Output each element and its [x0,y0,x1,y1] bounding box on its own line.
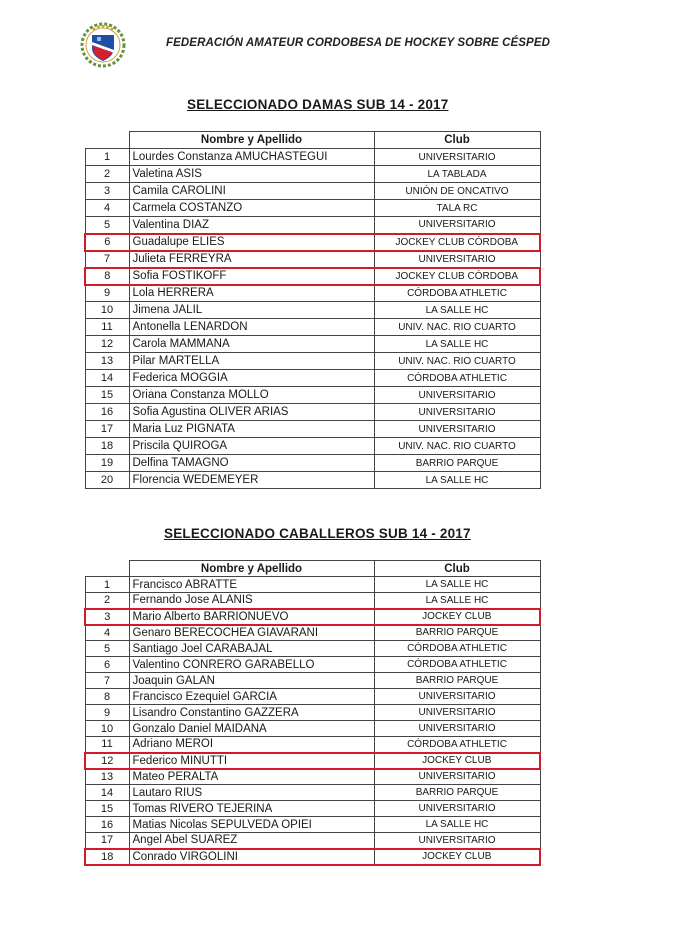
player-club: JOCKEY CLUB [374,849,540,865]
player-club: BARRIO PARQUE [374,625,540,641]
player-number: 15 [85,801,129,817]
player-row [85,705,540,721]
player-name: Lola HERRERA [129,285,374,302]
player-club: JOCKEY CLUB [374,609,540,625]
player-club: CÓRDOBA ATHLETIC [374,285,540,302]
number-column-header [85,561,129,577]
player-club: BARRIO PARQUE [374,785,540,801]
player-club: UNIÓN DE ONCATIVO [374,183,540,200]
player-name: Guadalupe ELIES [129,234,374,251]
player-name: Joaquin GALAN [129,673,374,689]
player-name: Genaro BERECOCHEA GIAVARANI [129,625,374,641]
player-row [85,404,540,421]
player-number: 4 [85,625,129,641]
player-number: 15 [85,387,129,404]
player-number: 13 [85,353,129,370]
player-row [85,370,540,387]
player-club: UNIVERSITARIO [374,689,540,705]
player-number: 8 [85,689,129,705]
highlighted-player-row [85,268,540,285]
player-number: 1 [85,149,129,166]
player-number: 16 [85,404,129,421]
player-club: UNIVERSITARIO [374,217,540,234]
player-number: 8 [85,268,129,285]
table-header-row [85,561,540,577]
player-name: Maria Luz PIGNATA [129,421,374,438]
name-column-header: Nombre y Apellido [129,561,374,577]
player-row [85,421,540,438]
player-club: UNIVERSITARIO [374,404,540,421]
player-number: 3 [85,183,129,200]
player-number: 13 [85,769,129,785]
player-name: Adriano MEROI [129,737,374,753]
caballeros-roster-table [84,560,541,866]
player-name: Valentino CONRERO GARABELLO [129,657,374,673]
player-name: Federico MINUTTI [129,753,374,769]
player-row [85,625,540,641]
player-number: 11 [85,737,129,753]
player-club: JOCKEY CLUB CÓRDOBA [374,234,540,251]
player-row [85,737,540,753]
player-name: Fernando Jose ALANIS [129,593,374,609]
player-name: Mateo PERALTA [129,769,374,785]
player-number: 17 [85,421,129,438]
player-number: 10 [85,721,129,737]
player-number: 14 [85,370,129,387]
player-row [85,689,540,705]
caballeros-section-title: SELECCIONADO CABALLEROS SUB 14 - 2017 [164,526,471,541]
player-name: Francisco ABRATTE [129,577,374,593]
player-name: Julieta FERREYRA [129,251,374,268]
player-club: LA SALLE HC [374,817,540,833]
org-title: FEDERACIÓN AMATEUR CORDOBESA DE HOCKEY SOBRE CÉSPED [166,37,550,49]
player-name: Tomas RIVERO TEJERINA [129,801,374,817]
player-number: 6 [85,234,129,251]
player-number: 3 [85,609,129,625]
player-club: CÓRDOBA ATHLETIC [374,657,540,673]
player-name: Priscila QUIROGA [129,438,374,455]
player-club: UNIVERSITARIO [374,251,540,268]
player-club: UNIV. NAC. RIO CUARTO [374,319,540,336]
player-row [85,166,540,183]
player-row [85,251,540,268]
player-number: 7 [85,251,129,268]
player-row [85,593,540,609]
player-club: BARRIO PARQUE [374,455,540,472]
player-club: UNIVERSITARIO [374,149,540,166]
player-number: 1 [85,577,129,593]
player-row [85,657,540,673]
federation-logo [80,22,126,68]
player-name: Carmela COSTANZO [129,200,374,217]
damas-roster-table [84,131,541,489]
player-number: 5 [85,641,129,657]
player-row [85,455,540,472]
player-row [85,302,540,319]
player-row [85,472,540,489]
table-header-row [85,132,540,149]
player-number: 18 [85,849,129,865]
player-name: Delfina TAMAGNO [129,455,374,472]
player-name: Pilar MARTELLA [129,353,374,370]
player-row [85,817,540,833]
player-number: 6 [85,657,129,673]
player-row [85,217,540,234]
player-number: 17 [85,833,129,849]
highlighted-player-row [85,753,540,769]
player-name: Angel Abel SUAREZ [129,833,374,849]
player-row [85,673,540,689]
player-row [85,319,540,336]
player-row [85,721,540,737]
player-name: Camila CAROLINI [129,183,374,200]
player-name: Oriana Constanza MOLLO [129,387,374,404]
player-number: 16 [85,817,129,833]
player-club: LA SALLE HC [374,593,540,609]
player-name: Valetina ASIS [129,166,374,183]
player-club: LA TABLADA [374,166,540,183]
player-row [85,801,540,817]
player-club: UNIVERSITARIO [374,801,540,817]
player-number: 5 [85,217,129,234]
player-row [85,769,540,785]
player-number: 12 [85,753,129,769]
player-number: 20 [85,472,129,489]
player-number: 18 [85,438,129,455]
player-name: Valentina DIAZ [129,217,374,234]
player-club: UNIVERSITARIO [374,705,540,721]
player-name: Jimena JALIL [129,302,374,319]
player-name: Lisandro Constantino GAZZERA [129,705,374,721]
player-name: Antonella LENARDON [129,319,374,336]
player-club: UNIVERSITARIO [374,421,540,438]
club-column-header: Club [374,132,540,149]
player-number: 2 [85,593,129,609]
player-name: Conrado VIRGOLINI [129,849,374,865]
player-club: CÓRDOBA ATHLETIC [374,737,540,753]
highlighted-player-row [85,234,540,251]
player-club: BARRIO PARQUE [374,673,540,689]
player-row [85,387,540,404]
player-row [85,285,540,302]
player-row [85,641,540,657]
player-club: JOCKEY CLUB [374,753,540,769]
player-club: UNIV. NAC. RIO CUARTO [374,353,540,370]
name-column-header: Nombre y Apellido [129,132,374,149]
player-name: Federica MOGGIA [129,370,374,387]
club-column-header: Club [374,561,540,577]
player-club: CÓRDOBA ATHLETIC [374,641,540,657]
highlighted-player-row [85,609,540,625]
player-name: Sofia FOSTIKOFF [129,268,374,285]
player-row [85,200,540,217]
player-number: 2 [85,166,129,183]
player-club: LA SALLE HC [374,336,540,353]
player-club: UNIVERSITARIO [374,721,540,737]
player-name: Santiago Joel CARABAJAL [129,641,374,657]
number-column-header [85,132,129,149]
federation-shield-icon [80,22,126,68]
player-row [85,577,540,593]
player-club: CÓRDOBA ATHLETIC [374,370,540,387]
player-number: 12 [85,336,129,353]
player-club: LA SALLE HC [374,302,540,319]
player-name: Mario Alberto BARRIONUEVO [129,609,374,625]
player-club: LA SALLE HC [374,472,540,489]
player-row [85,785,540,801]
highlighted-player-row [85,849,540,865]
player-club: JOCKEY CLUB CÓRDOBA [374,268,540,285]
player-row [85,833,540,849]
player-name: Matias Nicolas SEPULVEDA OPIEI [129,817,374,833]
player-number: 11 [85,319,129,336]
player-row [85,183,540,200]
player-number: 9 [85,285,129,302]
damas-section-title: SELECCIONADO DAMAS SUB 14 - 2017 [187,97,449,112]
player-name: Gonzalo Daniel MAIDANA [129,721,374,737]
player-name: Florencia WEDEMEYER [129,472,374,489]
player-name: Lourdes Constanza AMUCHASTEGUI [129,149,374,166]
player-club: UNIV. NAC. RIO CUARTO [374,438,540,455]
player-row [85,336,540,353]
player-number: 4 [85,200,129,217]
player-name: Francisco Ezequiel GARCIA [129,689,374,705]
player-number: 9 [85,705,129,721]
player-number: 19 [85,455,129,472]
player-row [85,438,540,455]
player-club: UNIVERSITARIO [374,769,540,785]
player-name: Carola MAMMANA [129,336,374,353]
player-number: 10 [85,302,129,319]
player-row [85,353,540,370]
player-club: LA SALLE HC [374,577,540,593]
player-number: 14 [85,785,129,801]
player-club: TALA RC [374,200,540,217]
player-club: UNIVERSITARIO [374,387,540,404]
player-row [85,149,540,166]
player-club: UNIVERSITARIO [374,833,540,849]
player-number: 7 [85,673,129,689]
player-name: Sofia Agustina OLIVER ARIAS [129,404,374,421]
player-name: Lautaro RIUS [129,785,374,801]
